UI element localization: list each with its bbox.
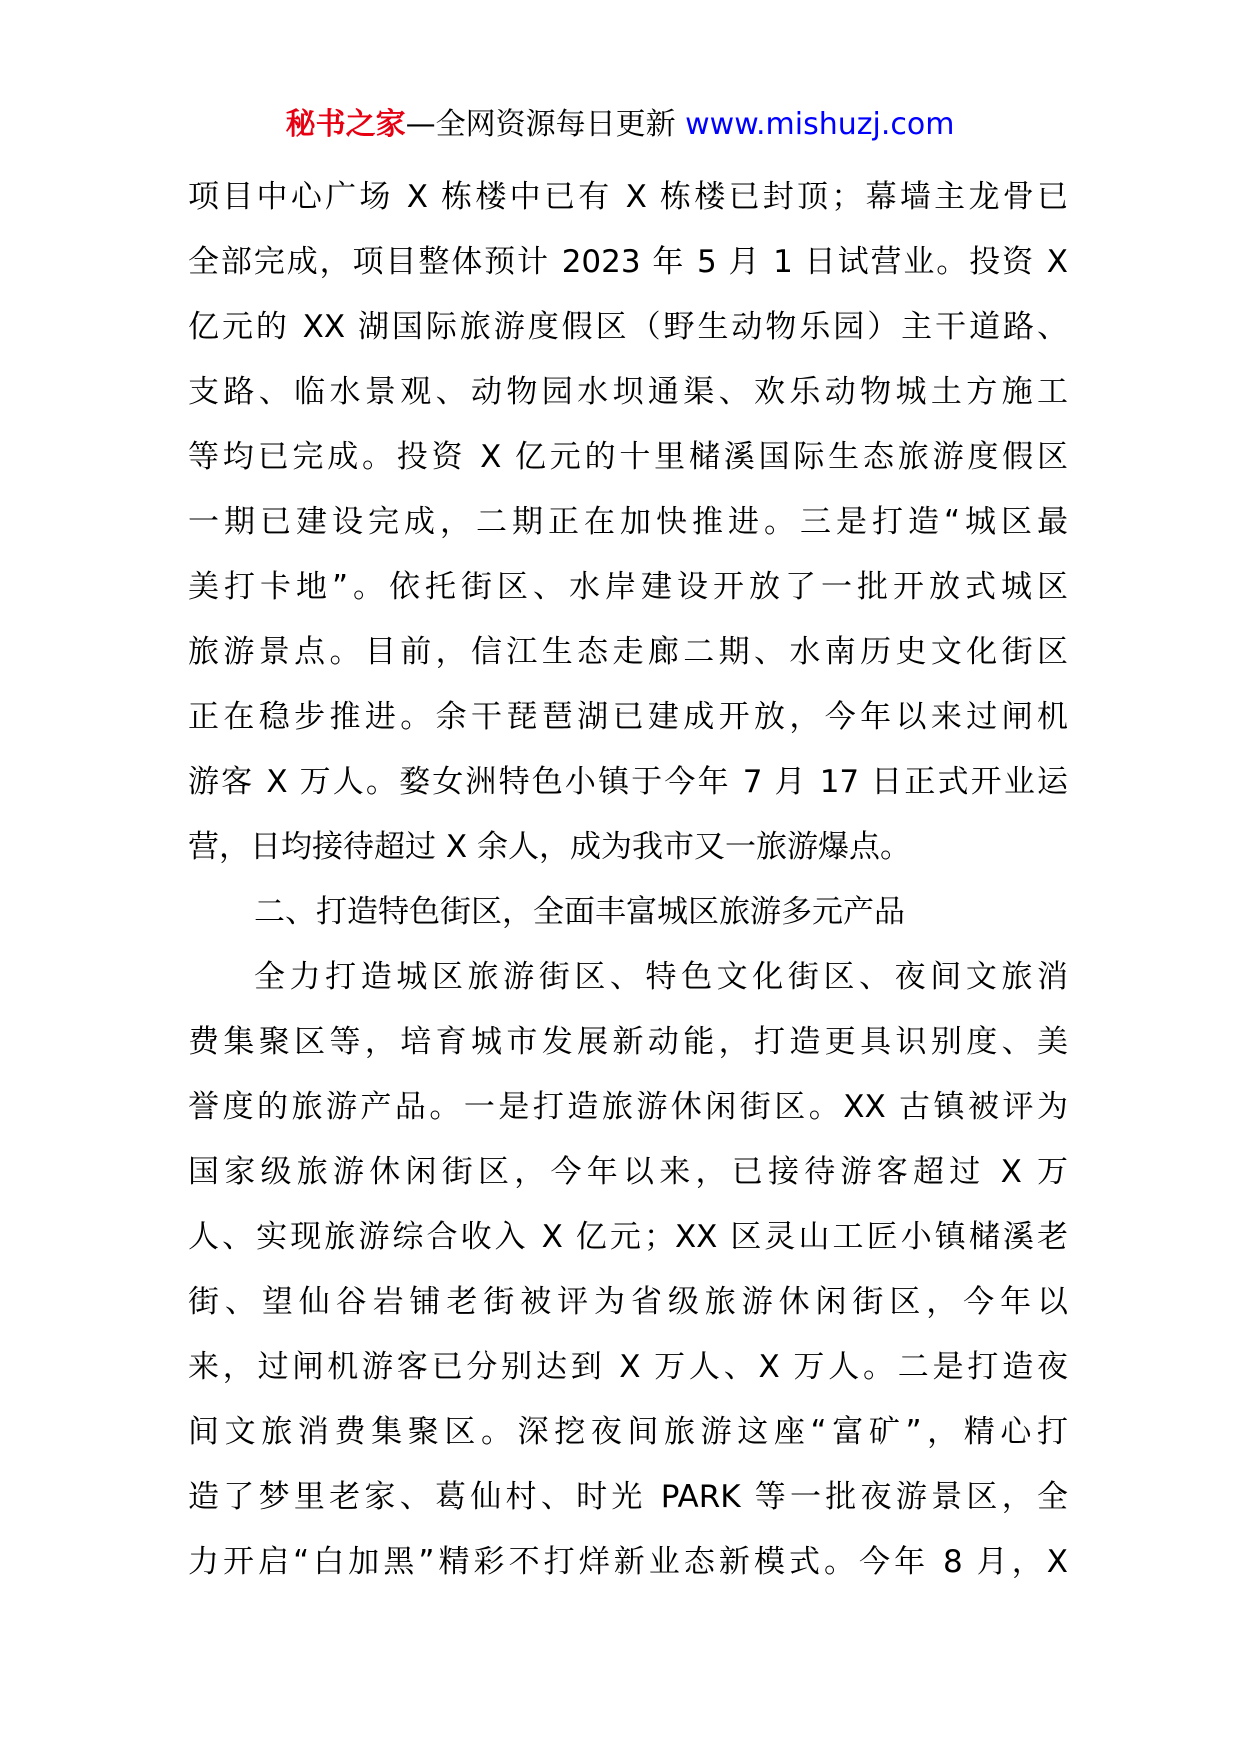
text-line: 美打卡地”。依托街区、水岸建设开放了一批开放式城区 (188, 569, 1068, 605)
section-heading: 二、打造特色街区，全面丰富城区旅游多元产品 (254, 894, 905, 930)
header-tagline: —全网资源每日更新 (405, 107, 676, 142)
text-line: 全力打造城区旅游街区、特色文化街区、夜间文旅消 (254, 959, 1068, 995)
text-line: 正在稳步推进。余干琵琶湖已建成开放，今年以来过闸机 (188, 699, 1068, 735)
text-line: 国家级旅游休闲街区，今年以来，已接待游客超过 X 万 (188, 1154, 1068, 1190)
text-line: 全部完成，项目整体预计 2023 年 5 月 1 日试营业。投资 X (188, 244, 1068, 280)
text-line: 旅游景点。目前，信江生态走廊二期、水南历史文化街区 (188, 634, 1068, 670)
page-header (0, 100, 1240, 150)
text-line: 间文旅消费集聚区。深挖夜间旅游这座“富矿”，精心打 (188, 1414, 1068, 1450)
text-line: 力开启“白加黑”精彩不打烊新业态新模式。今年 8 月，X (188, 1544, 1068, 1580)
text-line: 人、实现旅游综合收入 X 亿元；XX 区灵山工匠小镇槠溪老 (188, 1219, 1068, 1255)
document-body (188, 165, 1068, 1595)
text-line: 营，日均接待超过 X 余人，成为我市又一旅游爆点。 (188, 829, 911, 865)
brand-name: 秘书之家 (285, 107, 406, 142)
text-line: 街、望仙谷岩铺老街被评为省级旅游休闲街区，今年以 (188, 1284, 1068, 1320)
text-line: 项目中心广场 X 栋楼中已有 X 栋楼已封顶；幕墙主龙骨已 (188, 179, 1068, 215)
text-line: 一期已建设完成，二期正在加快推进。三是打造“城区最 (188, 504, 1068, 540)
text-line: 誉度的旅游产品。一是打造旅游休闲街区。XX 古镇被评为 (188, 1089, 1068, 1125)
text-line: 游客 X 万人。婺女洲特色小镇于今年 7 月 17 日正式开业运 (188, 764, 1068, 800)
text-line: 支路、临水景观、动物园水坝通渠、欢乐动物城土方施工 (188, 374, 1068, 410)
text-line: 来，过闸机游客已分别达到 X 万人、X 万人。二是打造夜 (188, 1349, 1068, 1385)
text-line: 亿元的 XX 湖国际旅游度假区（野生动物乐园）主干道路、 (188, 309, 1068, 345)
text-line: 费集聚区等，培育城市发展新动能，打造更具识别度、美 (188, 1024, 1068, 1060)
text-line: 造了梦里老家、葛仙村、时光 PARK 等一批夜游景区，全 (188, 1479, 1068, 1515)
text-line: 等均已完成。投资 X 亿元的十里槠溪国际生态旅游度假区 (188, 439, 1068, 475)
website-link[interactable]: www.mishuzj.com (685, 107, 955, 142)
